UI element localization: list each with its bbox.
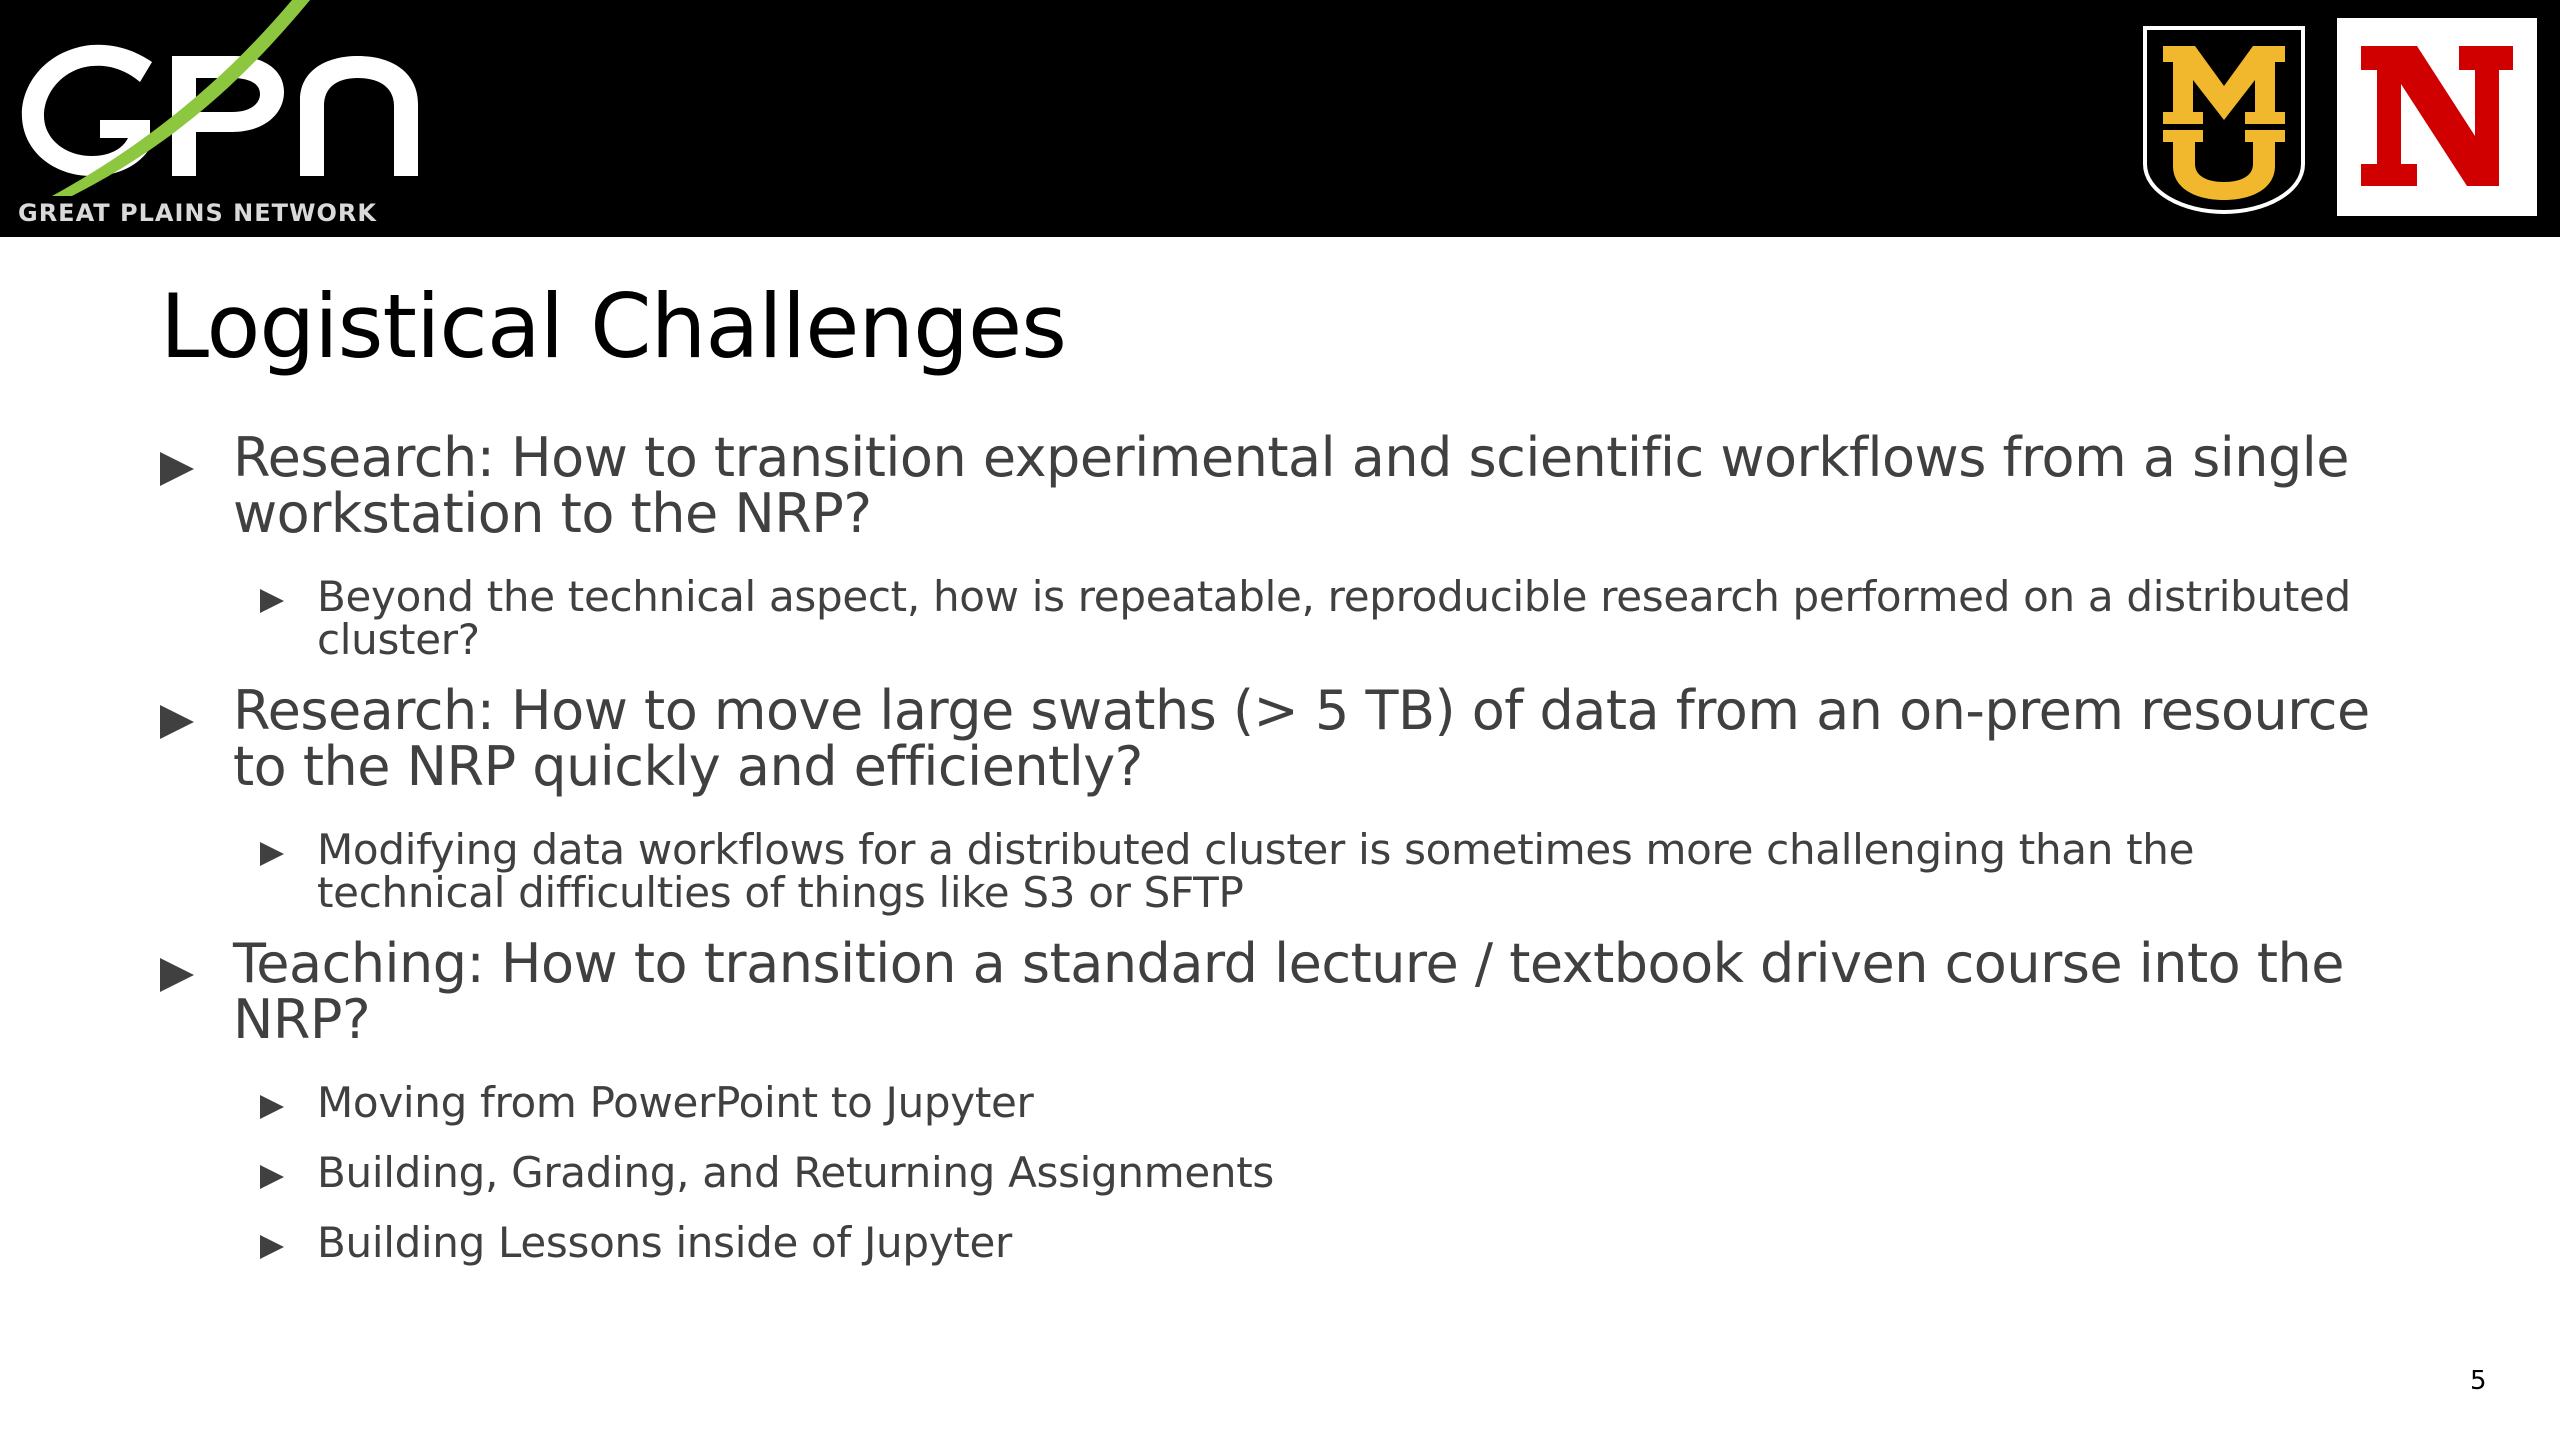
bullet-text: Building, Grading, and Returning Assignments [317, 1148, 1274, 1197]
bullet-text: Building Lessons inside of Jupyter [317, 1218, 1012, 1267]
bullet-triangle-icon [160, 452, 194, 486]
bullet-text: Moving from PowerPoint to Jupyter [317, 1078, 1034, 1127]
slide-title: Logistical Challenges [160, 275, 1066, 378]
mizzou-logo [2137, 24, 2311, 216]
bullet-triangle-icon [160, 958, 194, 992]
bullet-text: Modifying data workflows for a distributed cluster is sometimes more challenging than the technical difficulties of things like S3 or SFTP [317, 825, 2195, 917]
gpn-tagline: GREAT PLAINS NETWORK [18, 199, 377, 227]
bullet-triangle-icon [260, 1235, 284, 1259]
bullet-triangle-icon [260, 1165, 284, 1189]
bullet-text: Research: How to transition experimental and scientific workflows from a single workstation to the NRP? [233, 426, 2349, 545]
bullet-triangle-icon [160, 705, 194, 739]
bullet-text: Beyond the technical aspect, how is repeatable, reproducible research performed on a distributed cluster? [317, 572, 2351, 664]
bullet-text: Research: How to move large swaths (> 5 TB) of data from an on-prem resource to the NRP quickly and efficiently? [233, 679, 2370, 798]
page-number: 5 [2470, 1366, 2487, 1396]
nebraska-logo [2337, 18, 2537, 216]
bullet-triangle-icon [260, 842, 284, 866]
bullet-triangle-icon [260, 1095, 284, 1119]
header-bar [0, 0, 2560, 237]
bullet-text: Teaching: How to transition a standard lecture / textbook driven course into the NRP? [233, 932, 2345, 1051]
bullet-triangle-icon [260, 589, 284, 613]
